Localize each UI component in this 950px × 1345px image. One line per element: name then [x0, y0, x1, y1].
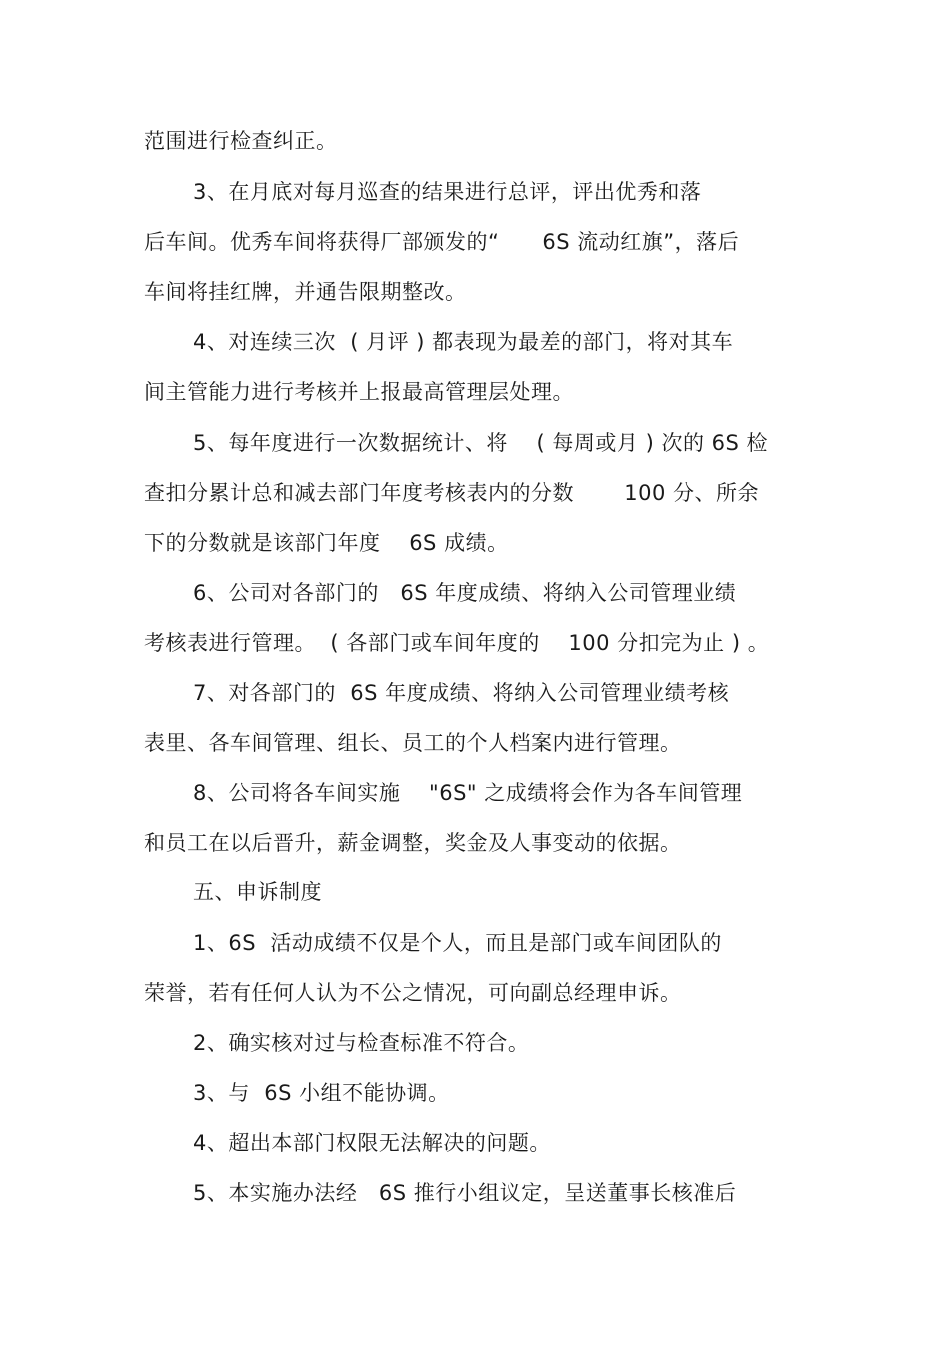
- text-line: 下的分数就是该部门年度 6S 成绩。: [144, 531, 509, 555]
- section-heading: 五、申诉制度: [193, 880, 322, 904]
- text-line: 5、每年度进行一次数据统计、将 ( 每周或月 ) 次的 6S 检: [193, 431, 769, 455]
- text-line: 8、公司将各车间实施 "6S" 之成绩将会作为各车间管理: [193, 781, 743, 805]
- text-line: 3、在月底对每月巡查的结果进行总评，评出优秀和落: [193, 180, 702, 204]
- text-line: 1、6S 活动成绩不仅是个人，而且是部门或车间团队的: [193, 931, 722, 955]
- text-line: 2、确实核对过与检查标准不符合。: [193, 1031, 530, 1055]
- text-line: 7、对各部门的 6S 年度成绩、将纳入公司管理业绩考核: [193, 681, 730, 705]
- text-line: 考核表进行管理。 ( 各部门或车间年度的 100 分扣完为止 ) 。: [144, 631, 770, 655]
- text-line: 后车间。优秀车间将获得厂部颁发的“ 6S 流动红旗”，落后: [144, 230, 740, 254]
- text-line: 和员工在以后晋升，薪金调整，奖金及人事变动的依据。: [144, 831, 682, 855]
- text-line: 6、公司对各部门的 6S 年度成绩、将纳入公司管理业绩: [193, 581, 737, 605]
- text-line: 查扣分累计总和减去部门年度考核表内的分数 100 分、所余: [144, 481, 759, 505]
- text-line: 3、与 6S 小组不能协调。: [193, 1081, 450, 1105]
- text-line: 5、本实施办法经 6S 推行小组议定，呈送董事长核准后: [193, 1181, 737, 1205]
- text-line: 范围进行检查纠正。: [144, 129, 338, 153]
- text-line: 车间将挂红牌，并通告限期整改。: [144, 280, 467, 304]
- text-line: 4、超出本部门权限无法解决的问题。: [193, 1131, 551, 1155]
- text-line: 表里、各车间管理、组长、员工的个人档案内进行管理。: [144, 731, 682, 755]
- text-line: 荣誉，若有任何人认为不公之情况，可向副总经理申诉。: [144, 981, 682, 1005]
- text-line: 间主管能力进行考核并上报最高管理层处理。: [144, 380, 574, 404]
- text-line: 4、对连续三次 ( 月评 ) 都表现为最差的部门，将对其车: [193, 330, 734, 354]
